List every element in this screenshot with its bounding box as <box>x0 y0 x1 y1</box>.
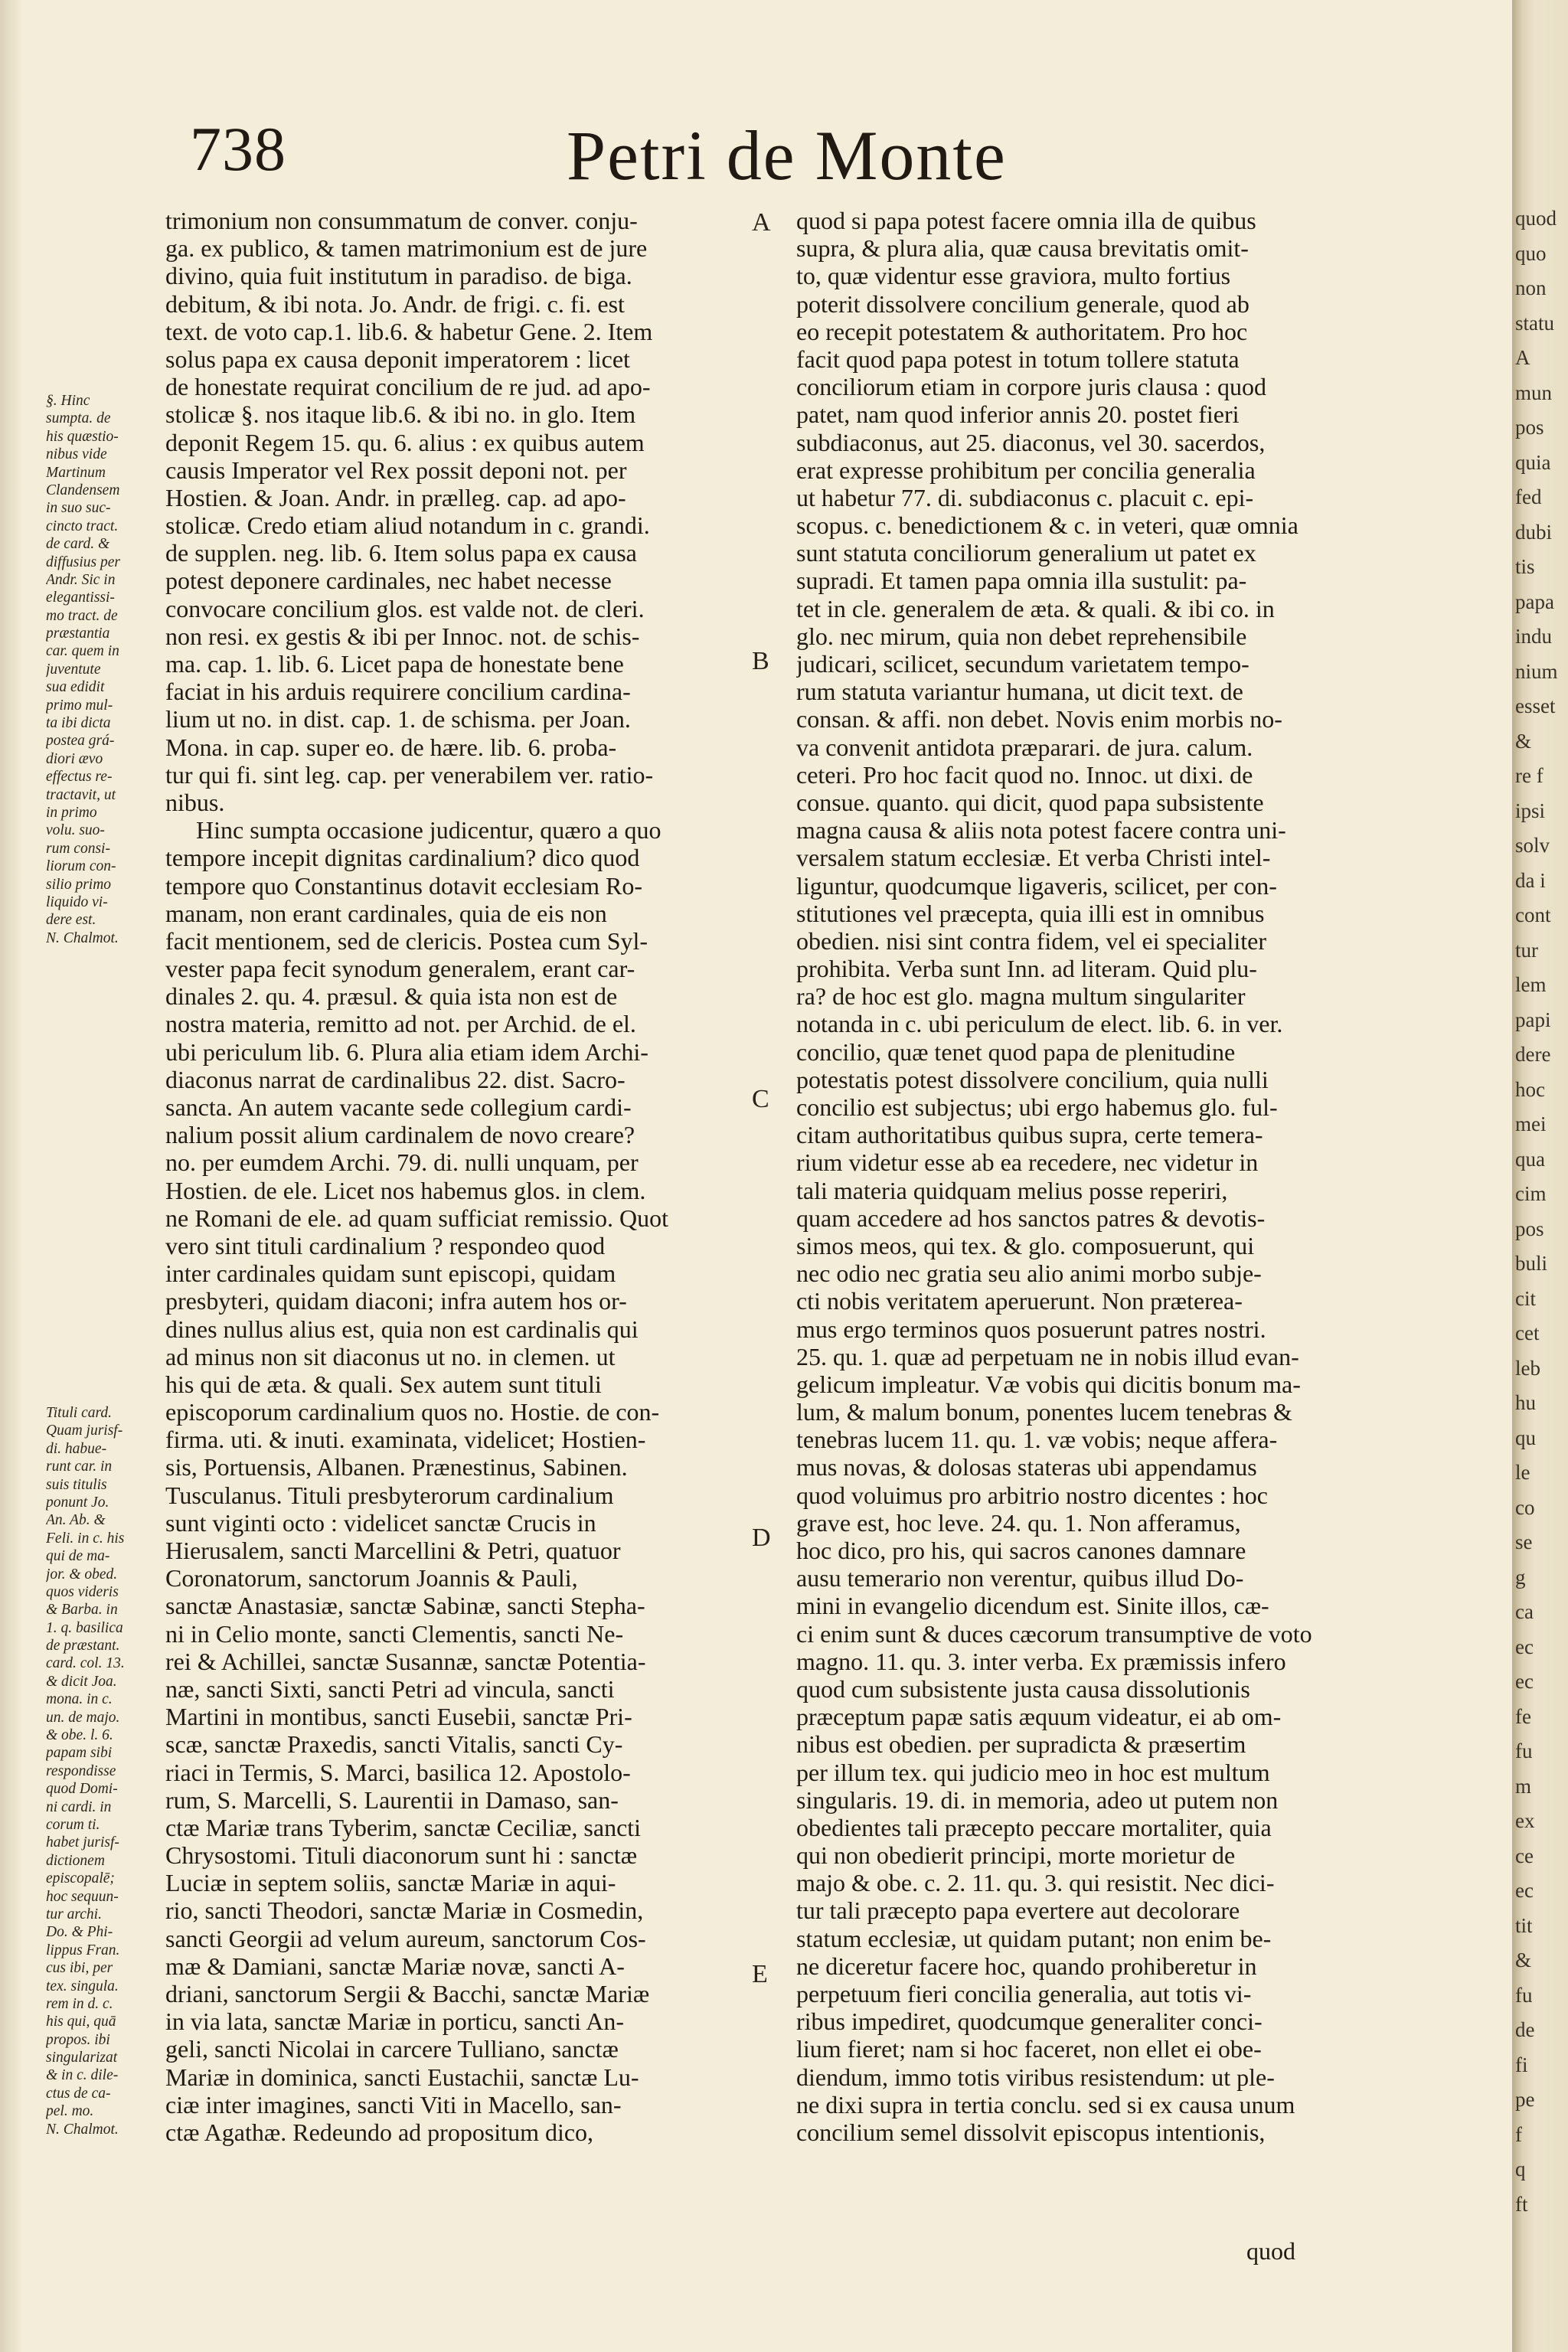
text-line: obedientes tali præcepto peccare mortaliter, quia <box>796 1813 1272 1841</box>
margin-note-line: ta ibi dicta <box>46 715 111 732</box>
next-page-fragment: ft <box>1515 2192 1528 2216</box>
margin-note-line: suis titulis <box>46 1476 107 1493</box>
text-line: de supplen. neg. lib. 6. Item solus papa ex causa <box>165 539 637 567</box>
margin-note-line: episcopalē; <box>46 1870 115 1887</box>
text-line: concilio, quæ tenet quod papa de plenitudine <box>796 1037 1236 1066</box>
margin-note-line: his qui, quā <box>46 2014 116 2030</box>
text-line: tempore quo Constantinus dotavit ecclesiam Ro- <box>165 871 642 900</box>
next-page-fragment: cont <box>1515 903 1551 926</box>
next-page-fragment: ec <box>1515 1635 1534 1658</box>
next-page-fragment: ipsi <box>1515 799 1546 822</box>
next-page-fragment: hoc <box>1515 1077 1545 1101</box>
text-line: Tusculanus. Tituli presbyterorum cardinalium <box>165 1481 614 1509</box>
margin-note-line: dictionem <box>46 1852 105 1869</box>
margin-note-line: ctus de ca- <box>46 2085 111 2102</box>
next-page-fragment: ca <box>1515 1600 1534 1623</box>
text-line: poterit dissolvere concilium generale, quod ab <box>796 289 1250 318</box>
text-line: Hostien. de ele. Licet nos habemus glos. in clem. <box>165 1176 646 1204</box>
next-page-fragment: de <box>1515 2018 1535 2041</box>
text-line: ausu temerario non verentur, quibus illud Do- <box>796 1564 1244 1592</box>
next-page-fragment: re f <box>1515 764 1544 787</box>
margin-note-line: singularizat <box>46 2050 118 2066</box>
text-line: no. per eumdem Archi. 79. di. nulli unquam, per <box>165 1148 639 1177</box>
text-line: Hierusalem, sancti Marcellini & Petri, quatuor <box>165 1537 621 1564</box>
margin-note-line: pel. mo. <box>46 2103 94 2120</box>
text-line: dinales 2. qu. 4. præsul. & quia ista non est de <box>165 982 618 1011</box>
margin-note-line: liorum con- <box>46 858 116 875</box>
next-page-fragment: & <box>1515 1949 1532 1971</box>
text-line: ne diceretur facere hoc, quando prohiberetur in <box>796 1952 1257 1980</box>
next-page-fragment: papi <box>1515 1008 1551 1031</box>
margin-note-line: tex. singula. <box>46 1978 119 1994</box>
text-line: lium fieret; nam si hoc faceret, non ellet ei obe- <box>796 2035 1262 2063</box>
text-line: facit quod papa potest in totum tollere statuta <box>796 345 1240 373</box>
next-page-fragment: se <box>1515 1530 1533 1553</box>
margin-note-line: ni cardi. in <box>46 1798 112 1815</box>
left-text-column <box>165 207 732 2146</box>
text-line: ad minus non sit diaconus ut no. in clemen. ut <box>165 1342 616 1370</box>
text-line: Mona. in cap. super eo. de hære. lib. 6. proba- <box>165 733 617 761</box>
next-page-edge <box>1512 0 1568 2352</box>
margin-note-line: & Barba. in <box>46 1602 118 1619</box>
margin-note-line: tur archi. <box>46 1906 102 1922</box>
text-line: prohibita. Verba sunt Inn. ad literam. Quid plu- <box>796 955 1257 983</box>
margin-note-line: cus ibi, per <box>46 1960 113 1977</box>
text-line: riaci in Termis, S. Marci, basilica 12. Apostolo- <box>165 1758 631 1786</box>
text-line: consue. quanto. qui dicit, quod papa subsistente <box>796 788 1264 816</box>
text-line: ne Romani de ele. ad quam sufficiat remissio. Quot <box>165 1204 669 1232</box>
text-line: text. de voto cap.1. lib.6. & habetur Gene. 2. Item <box>165 317 653 345</box>
margin-note-line: N. Chalmot. <box>46 2121 119 2138</box>
next-page-fragment: fi <box>1515 2053 1528 2076</box>
margin-note-line: diffusius per <box>46 554 120 570</box>
next-page-fragment: ec <box>1515 1879 1534 1902</box>
next-page-fragment: quo <box>1515 241 1547 265</box>
text-line: sunt viginti octo : videlicet sanctæ Crucis in <box>165 1508 596 1537</box>
text-line: tur qui fi. sint leg. cap. per venerabilem ver. ratio- <box>165 760 654 789</box>
text-line: mini in evangelio dicendum est. Sinite illos, cæ- <box>796 1592 1269 1620</box>
text-line: driani, sanctorum Sergii & Bacchi, sanctæ Mariæ <box>165 1980 650 2007</box>
margin-note-line: sumpta. de <box>46 410 111 427</box>
text-line: potest deponere cardinales, nec habet necesse <box>165 567 612 595</box>
margin-note-line: cincto tract. <box>46 518 119 534</box>
text-line: per illum tex. qui judicio meo in hoc est multum <box>796 1758 1270 1786</box>
text-line: sanctæ Anastasiæ, sanctæ Sabinæ, sancti Stepha- <box>165 1592 645 1620</box>
text-line: rio, sancti Theodori, sanctæ Mariæ in Cosmedin, <box>165 1896 644 1925</box>
next-page-fragment: statu <box>1515 311 1554 335</box>
text-line: potestatis potest dissolvere concilium, quia nulli <box>796 1065 1269 1093</box>
margin-note-line: habet jurisf- <box>46 1834 119 1851</box>
text-line: vester papa fecit synodum generalem, erant car- <box>165 955 635 983</box>
text-line: mæ & Damiani, sanctæ Mariæ novæ, sancti A- <box>165 1952 625 1980</box>
next-page-fragment: ce <box>1515 1844 1534 1867</box>
text-line: faciat in his arduis requirere concilium cardina- <box>165 678 631 706</box>
margin-note-line: juventute <box>46 661 101 678</box>
text-line: quod cum subsistente justa causa dissolutionis <box>796 1674 1250 1703</box>
next-page-fragment: ec <box>1515 1670 1534 1693</box>
margin-note-line: de præstant. <box>46 1638 120 1655</box>
text-line: dines nullus alius est, quia non est cardinalis qui <box>165 1315 639 1343</box>
text-line: lium ut no. in dist. cap. 1. de schisma. per Joan. <box>165 705 631 733</box>
text-line: stitutiones vel præcepta, quia illi est in omnibus <box>796 899 1265 927</box>
text-line: ribus impediret, quodcumque generaliter conci- <box>796 2007 1263 2036</box>
next-page-fragment: fe <box>1515 1704 1531 1728</box>
text-line: ctæ Agathæ. Redeundo ad propositum dico, <box>165 2118 594 2146</box>
margin-note-line: jor. & obed. <box>46 1566 118 1583</box>
margin-note-line: his quæstio- <box>46 428 119 445</box>
margin-note-line: mo tract. de <box>46 607 118 624</box>
text-line: firma. uti. & inuti. examinata, videlicet; Hostien- <box>165 1426 646 1454</box>
margin-note-line: N. Chalmot. <box>46 929 119 946</box>
next-page-fragment: quod <box>1515 207 1557 230</box>
text-line: rum, S. Marcelli, S. Laurentii in Damaso, san- <box>165 1785 619 1814</box>
text-line: singularis. 19. di. in memoria, adeo ut putem non <box>796 1785 1279 1814</box>
text-line: næ, sancti Sixti, sancti Petri ad vincula, sancti <box>165 1674 615 1703</box>
text-line: gelicum impleatur. Væ vobis qui dicitis bonum ma- <box>796 1370 1301 1398</box>
next-page-fragment: da i <box>1515 868 1546 892</box>
text-line: scæ, sanctæ Praxedis, sancti Vitalis, sancti Cy- <box>165 1730 623 1759</box>
text-line: qui non obedierit principi, morte morietur de <box>796 1841 1236 1870</box>
next-page-fragment: tur <box>1515 938 1538 962</box>
next-page-fragment: esset <box>1515 694 1556 717</box>
margin-note-line: papam sibi <box>46 1745 113 1762</box>
margin-note-line: Martinum <box>46 464 106 481</box>
text-line: magna causa & aliis nota potest facere contra uni- <box>796 816 1286 844</box>
next-page-fragment: & <box>1515 729 1532 753</box>
next-page-fragment: cet <box>1515 1321 1540 1344</box>
text-line: sis, Portuensis, Albanen. Prænestinus, Sabinen. <box>165 1453 628 1481</box>
text-line: Martini in montibus, sancti Eusebii, sanctæ Pri- <box>165 1703 632 1731</box>
text-line: glo. nec mirum, quia non debet reprehensibile <box>796 622 1247 650</box>
text-line: de honestate requirat concilium de re jud. ad apo- <box>165 373 651 401</box>
text-line: quam accedere ad hos sanctos patres & devotis- <box>796 1204 1266 1232</box>
text-line: Hostien. & Joan. Andr. in prælleg. cap. ad apo- <box>165 483 626 511</box>
text-line: trimonium non consummatum de conver. conju- <box>165 207 638 234</box>
section-letter-e: E <box>752 1960 768 1988</box>
next-page-fragment: pos <box>1515 1217 1544 1240</box>
text-line: sancti Georgii ad velum aureum, sanctorum Cos- <box>165 1924 646 1952</box>
text-line: episcoporum cardinalium quos no. Hostie. de con- <box>165 1398 660 1426</box>
margin-note-line: rem in d. c. <box>46 1995 113 2012</box>
next-page-fragment: m <box>1515 1774 1532 1798</box>
text-line: causis Imperator vel Rex possit deponi not. per <box>165 456 627 484</box>
text-line: nalium possit alium cardinalem de novo creare? <box>165 1121 635 1149</box>
text-line: rium videtur esse ab ea recedere, nec videtur in <box>796 1148 1259 1177</box>
text-line: mus ergo terminos quos posuerunt patres nostri. <box>796 1315 1266 1343</box>
next-page-fragment: fed <box>1515 485 1542 508</box>
text-line: inter cardinales quidam sunt episcopi, quidam <box>165 1259 616 1288</box>
text-line: to, quæ videntur esse graviora, multo fortius <box>796 262 1231 290</box>
text-line: majo & obe. c. 2. 11. qu. 3. qui resistit. Nec dici- <box>796 1869 1275 1897</box>
text-line: ra? de hoc est glo. magna multum singulariter <box>796 982 1246 1011</box>
text-line: deponit Regem 15. qu. 6. alius : ex quibus autem <box>165 428 645 456</box>
margin-note-line: præstantia <box>46 626 110 642</box>
text-line: mus novas, & dolosas stateras ubi appendamus <box>796 1453 1257 1481</box>
next-page-fragment: fu <box>1515 1740 1533 1762</box>
text-line: quod si papa potest facere omnia illa de quibus <box>796 207 1256 234</box>
text-line: versalem statum ecclesiæ. Et verba Christi intel- <box>796 844 1271 872</box>
margin-note-line: sua edidit <box>46 679 105 696</box>
margin-note-line: elegantissi- <box>46 590 115 606</box>
section-letter-d: D <box>752 1524 771 1552</box>
next-page-fragment: cim <box>1515 1182 1547 1205</box>
text-line: hoc dico, pro his, qui sacros canones damnare <box>796 1537 1246 1564</box>
text-line: Chrysostomi. Tituli diaconorum sunt hi : sanctæ <box>165 1841 638 1870</box>
margin-note-tituli-card <box>46 1404 161 2138</box>
text-line: tet in cle. generalem de æta. & quali. & ibi co. in <box>796 594 1275 622</box>
next-page-fragment: le <box>1515 1461 1530 1484</box>
next-page-fragment: buli <box>1515 1252 1548 1275</box>
text-line: vero sint tituli cardinalium ? respondeo quod <box>165 1231 606 1259</box>
text-line: patet, nam quod inferior annis 20. postet fieri <box>796 400 1240 429</box>
margin-note-line: volu. suo- <box>46 822 105 839</box>
margin-note-line: de card. & <box>46 536 110 553</box>
text-line: manam, non erant cardinales, quia de eis non <box>165 899 607 927</box>
text-line: debitum, & ibi nota. Jo. Andr. de frigi. c. fi. est <box>165 289 625 318</box>
text-line: conciliorum etiam in corpore juris clausa : quod <box>796 373 1267 401</box>
margin-note-line: qui de ma- <box>46 1548 110 1565</box>
text-line: tali materia quidquam melius posse reperiri, <box>796 1176 1228 1204</box>
text-line: geli, sancti Nicolai in carcere Tulliano, sanctæ <box>165 2035 619 2063</box>
margin-note-line: silio primo <box>46 876 112 893</box>
margin-note-line: dere est. <box>46 912 96 929</box>
next-page-fragment: leb <box>1515 1356 1540 1380</box>
margin-note-line: & obe. l. 6. <box>46 1727 113 1744</box>
margin-note-line: corum ti. <box>46 1816 100 1833</box>
text-line: nostra materia, remitto ad not. per Archid. de el. <box>165 1010 636 1038</box>
text-line: Luciæ in septem soliis, sanctæ Mariæ in aqui- <box>165 1869 616 1897</box>
text-line: Coronatorum, sanctorum Joannis & Pauli, <box>165 1564 578 1592</box>
margin-note-line: quod Domi- <box>46 1781 118 1798</box>
margin-note-line: An. Ab. & <box>46 1512 106 1529</box>
text-line: magno. 11. qu. 3. inter verba. Ex præmissis infero <box>796 1647 1286 1675</box>
text-line: notanda in c. ubi periculum de elect. lib. 6. in ver. <box>796 1010 1283 1038</box>
text-line: his qui de æta. & quali. Sex autem sunt tituli <box>165 1370 602 1398</box>
text-line: quod voluimus pro arbitrio nostro dicentes : hoc <box>796 1481 1268 1509</box>
text-line: scopus. c. benedictionem & c. in veteri, quæ omnia <box>796 511 1298 540</box>
margin-note-line: card. col. 13. <box>46 1655 125 1672</box>
text-line: stolicæ. Credo etiam aliud notandum in c. grandi. <box>165 511 650 540</box>
text-line: tur tali præcepto papa evertere aut decolorare <box>796 1896 1240 1925</box>
section-letter-b: B <box>752 647 769 675</box>
next-page-fragment: lem <box>1515 973 1547 996</box>
next-page-fragment: pe <box>1515 2088 1535 2111</box>
text-line: concilio est subjectus; ubi ergo habemus glo. ful- <box>796 1093 1278 1121</box>
text-line: rum statuta variantur humana, ut dicit text. de <box>796 678 1243 706</box>
margin-note-line: Clandensem <box>46 482 120 498</box>
margin-note-line: Feli. in c. his <box>46 1530 125 1547</box>
text-line: nibus. <box>165 788 225 816</box>
text-line: divino, quia fuit institutum in paradiso. de biga. <box>165 262 632 290</box>
text-line: ceteri. Pro hoc facit quod no. Innoc. ut dixi. de <box>796 760 1253 789</box>
text-line: rei & Achillei, sanctæ Susannæ, sanctæ Potentia- <box>165 1647 646 1675</box>
text-line: stolicæ §. nos itaque lib.6. & ibi no. in glo. Item <box>165 400 636 429</box>
margin-note-line: un. de majo. <box>46 1709 120 1726</box>
margin-note-hinc-sumpta <box>46 392 161 947</box>
next-page-fragment: f <box>1515 2122 1522 2146</box>
margin-note-line: ponunt Jo. <box>46 1494 109 1511</box>
margin-note-line: Tituli card. <box>46 1405 112 1421</box>
next-page-fragment: dere <box>1515 1043 1551 1066</box>
margin-note-line: tractavit, ut <box>46 786 116 803</box>
text-line: convocare concilium glos. est valde not. de cleri. <box>165 594 645 622</box>
margin-note-line: Andr. Sic in <box>46 571 116 588</box>
text-line: eo recepit potestatem & authoritatem. Pro hoc <box>796 317 1248 345</box>
next-page-fragment: cit <box>1515 1286 1536 1310</box>
text-line: erat expresse prohibitum per concilia generalia <box>796 456 1256 484</box>
text-line: supradi. Et tamen papa omnia illa sustulit: pa- <box>796 567 1247 595</box>
text-line: sunt statuta conciliorum generalium ut patet ex <box>796 539 1256 567</box>
next-page-fragment: g <box>1515 1565 1526 1589</box>
margin-note-line: effectus re- <box>46 769 113 786</box>
text-line: Mariæ in dominica, sancti Eustachii, sanctæ Lu- <box>165 2063 639 2091</box>
text-line: ne dixi supra in tertia conclu. sed si ex causa unum <box>796 2090 1295 2118</box>
next-page-fragment: qu <box>1515 1426 1536 1449</box>
next-page-fragment: nium <box>1515 659 1558 683</box>
next-page-fragment: A <box>1515 346 1530 369</box>
margin-note-line: rum consi- <box>46 840 110 857</box>
text-line: ci enim sunt & duces cæcorum transumptive de voto <box>796 1619 1312 1648</box>
right-text-column <box>796 207 1372 2146</box>
next-page-fragment: quia <box>1515 450 1551 474</box>
text-line: ni in Celio monte, sancti Clementis, sancti Ne- <box>165 1619 624 1648</box>
margin-note-line: in primo <box>46 804 97 821</box>
next-page-fragment: papa <box>1515 590 1554 613</box>
text-line: facit mentionem, sed de clericis. Postea cum Syl- <box>165 926 648 955</box>
section-letter-c: C <box>752 1085 769 1113</box>
text-line: ga. ex publico, & tamen matrimonium est de jure <box>165 234 648 263</box>
text-line: grave est, hoc leve. 24. qu. 1. Non afferamus, <box>796 1508 1241 1537</box>
text-line: subdiaconus, aut 25. diaconus, vel 30. sacerdos, <box>796 428 1266 456</box>
margin-note-line: 1. q. basilica <box>46 1619 123 1636</box>
text-line: solus papa ex causa deponit imperatorem : licet <box>165 345 630 373</box>
text-line: ut habetur 77. di. subdiaconus c. placuit c. epi- <box>796 483 1254 511</box>
text-line: tenebras lucem 11. qu. 1. væ vobis; neque affera- <box>796 1426 1278 1454</box>
text-line: ctæ Mariæ trans Tyberim, sanctæ Ceciliæ, sancti <box>165 1813 642 1841</box>
margin-note-line: mona. in c. <box>46 1691 113 1708</box>
next-page-fragment: fu <box>1515 1983 1533 2007</box>
margin-note-line: hoc sequun- <box>46 1888 119 1905</box>
text-line: lum, & malum bonum, ponentes lucem tenebras & <box>796 1398 1292 1426</box>
text-line: nibus est obedien. per supradicta & præsertim <box>796 1730 1246 1759</box>
margin-note-line: di. habue- <box>46 1440 107 1457</box>
next-page-fragment: pos <box>1515 416 1544 439</box>
text-line: sancta. An autem vacante sede collegium cardi- <box>165 1093 632 1121</box>
margin-note-line: lippus Fran. <box>46 1942 120 1958</box>
margin-note-line: nibus vide <box>46 446 107 463</box>
text-line: 25. qu. 1. quæ ad perpetuam ne in nobis illud evan- <box>796 1342 1299 1370</box>
text-line: ma. cap. 1. lib. 6. Licet papa de honestate bene <box>165 650 624 678</box>
next-page-fragment: mei <box>1515 1112 1547 1135</box>
text-line: simos meos, qui tex. & glo. composuerunt, qui <box>796 1231 1255 1259</box>
text-line: ubi periculum lib. 6. Plura alia etiam idem Archi- <box>165 1037 648 1066</box>
next-page-fragment: non <box>1515 276 1547 299</box>
margin-note-line: quos videris <box>46 1583 119 1600</box>
text-line: statum ecclesiæ, ut quidam putant; non enim be- <box>796 1924 1272 1952</box>
next-page-fragment: indu <box>1515 625 1553 648</box>
margin-note-line: car. quem in <box>46 643 119 660</box>
margin-note-line: runt car. in <box>46 1459 113 1475</box>
text-line: Hinc sumpta occasione judicentur, quæro a quo <box>196 816 662 844</box>
text-line: va convenit antidota præparari. de jura. calum. <box>796 733 1253 761</box>
margin-note-line: liquido vi- <box>46 893 108 910</box>
margin-note-line: primo mul- <box>46 697 113 714</box>
margin-note-line: & in c. dile- <box>46 2067 119 2084</box>
text-line: consan. & affi. non debet. Novis enim morbis no- <box>796 705 1282 733</box>
next-page-fragment: dubi <box>1515 520 1553 544</box>
text-line: presbyteri, quidam diaconi; infra autem hos or- <box>165 1287 627 1315</box>
next-page-fragment: co <box>1515 1495 1535 1519</box>
text-line: citam authoritatibus quibus supra, certe temera- <box>796 1121 1263 1149</box>
text-line: perpetuum fieri concilia generalia, aut totis vi- <box>796 1980 1252 2007</box>
text-line: cti nobis veritatem aperuerunt. Non præterea- <box>796 1287 1243 1315</box>
margin-note-line: Do. & Phi- <box>46 1924 113 1941</box>
page-edge-shadow <box>0 0 23 2352</box>
text-line: supra, & plura alia, quæ causa brevitatis omit- <box>796 234 1249 263</box>
page-number: 738 <box>190 114 286 184</box>
margin-note-line: diori ævo <box>46 750 103 767</box>
text-line: ciæ inter imagines, sancti Viti in Macello, san- <box>165 2090 622 2118</box>
text-line: diendum, immo totis viribus resistendum: ut ple- <box>796 2063 1275 2091</box>
text-line: judicari, scilicet, secundum varietatem tempo- <box>796 650 1250 678</box>
text-line: liguntur, quodcumque ligaveris, scilicet, per con- <box>796 871 1277 900</box>
margin-note-line: Quam jurisf- <box>46 1423 123 1439</box>
text-line: non resi. ex gestis & ibi per Innoc. not. de schis- <box>165 622 640 650</box>
text-line: concilium semel dissolvit episcopus intentionis, <box>796 2118 1266 2146</box>
text-line: obedien. nisi sint contra fidem, vel ei specialiter <box>796 926 1267 955</box>
text-line: tempore incepit dignitas cardinalium? dico quod <box>165 844 640 872</box>
text-line: in via lata, sanctæ Mariæ in porticu, sancti An- <box>165 2007 624 2036</box>
next-page-fragment: hu <box>1515 1391 1536 1414</box>
next-page-fragment: tis <box>1515 555 1535 578</box>
next-page-fragment: qua <box>1515 1147 1545 1171</box>
margin-note-line: §. Hinc <box>46 393 90 409</box>
text-line: nec odio nec gratia seu alio animi morbo subje- <box>796 1259 1262 1288</box>
text-line: diaconus narrat de cardinalibus 22. dist. Sacro- <box>165 1065 626 1093</box>
margin-note-line: respondisse <box>46 1762 116 1779</box>
margin-note-line: propos. ibi <box>46 2031 110 2048</box>
next-page-fragment: q <box>1515 2158 1526 2180</box>
running-title: Petri de Monte <box>567 116 1007 194</box>
next-page-fragment: ex <box>1515 1809 1535 1832</box>
text-line: præceptum papæ satis æquum videatur, ei ab om- <box>796 1703 1282 1731</box>
next-page-fragment: mun <box>1515 381 1553 404</box>
next-page-fragment: solv <box>1515 834 1550 857</box>
section-letter-a: A <box>752 208 771 237</box>
next-page-fragment: tit <box>1515 1913 1533 1937</box>
margin-note-line: & dicit Joa. <box>46 1673 117 1690</box>
margin-note-line: in suo suc- <box>46 500 111 517</box>
margin-note-line: postea grá- <box>46 733 115 750</box>
catchword: quod <box>1246 2237 1295 2265</box>
